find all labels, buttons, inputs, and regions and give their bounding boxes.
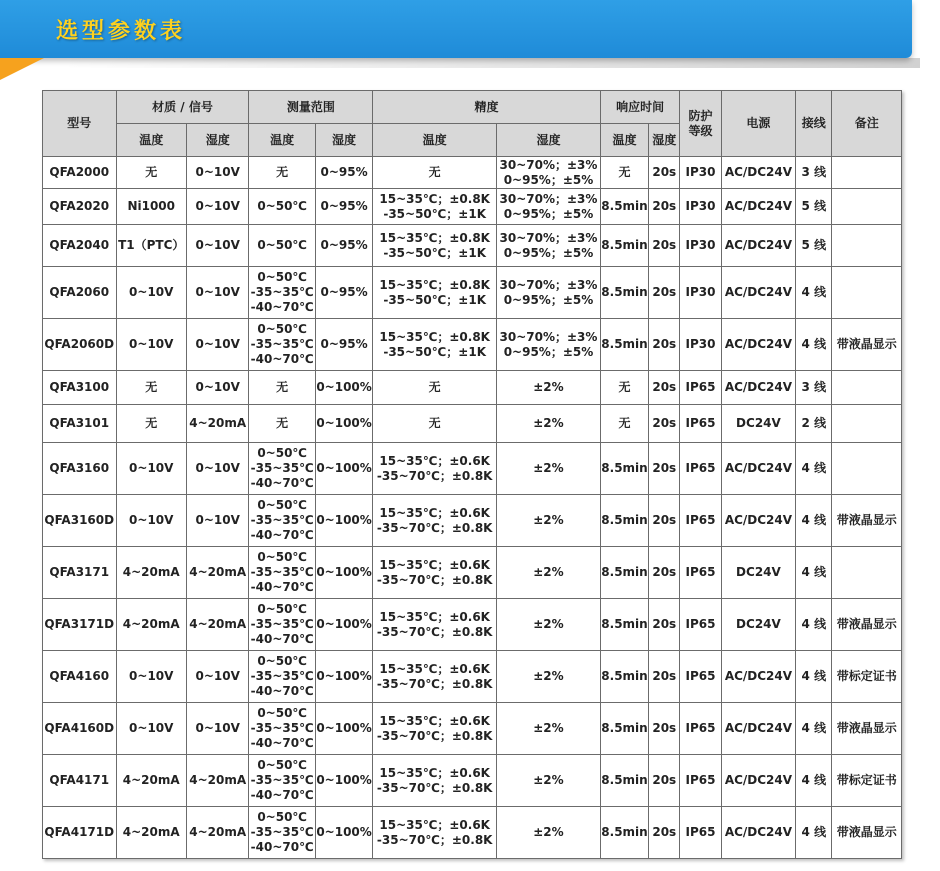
- cell-response-temp: 8.5min: [600, 443, 648, 495]
- cell-remark: [832, 267, 902, 319]
- cell-response-temp: 8.5min: [600, 807, 648, 859]
- cell-range-temp: 0~50℃ -35~35℃ -40~70℃: [249, 807, 315, 859]
- header-power: 电源: [721, 91, 796, 157]
- cell-signal-humid: 4~20mA: [186, 599, 248, 651]
- cell-response-humid: 20s: [649, 157, 680, 189]
- cell-wiring: 5 线: [796, 189, 832, 225]
- subheader-temp: 温度: [116, 124, 186, 157]
- cell-power: AC/DC24V: [721, 267, 796, 319]
- cell-response-temp: 8.5min: [600, 703, 648, 755]
- cell-response-temp: 8.5min: [600, 495, 648, 547]
- cell-protection: IP65: [680, 405, 721, 443]
- cell-material-temp: T1（PTC）: [116, 225, 186, 267]
- cell-material-temp: 0~10V: [116, 267, 186, 319]
- cell-signal-humid: 0~10V: [186, 443, 248, 495]
- cell-material-temp: 4~20mA: [116, 547, 186, 599]
- table-row: [43, 651, 902, 703]
- cell-power: AC/DC24V: [721, 495, 796, 547]
- cell-wiring: 4 线: [796, 319, 832, 371]
- cell-protection: IP65: [680, 495, 721, 547]
- cell-response-humid: 20s: [649, 651, 680, 703]
- cell-accuracy-temp: 15~35℃；±0.6K -35~70℃；±0.8K: [373, 495, 497, 547]
- cell-power: DC24V: [721, 547, 796, 599]
- cell-range-humid: 0~100%: [315, 443, 372, 495]
- table-row: [43, 547, 902, 599]
- cell-wiring: 3 线: [796, 371, 832, 405]
- subheader-humid: 湿度: [649, 124, 680, 157]
- cell-accuracy-temp: 15~35℃；±0.6K -35~70℃；±0.8K: [373, 651, 497, 703]
- cell-range-temp: 0~50℃ -35~35℃ -40~70℃: [249, 599, 315, 651]
- table-header: [43, 91, 902, 157]
- cell-range-humid: 0~100%: [315, 495, 372, 547]
- cell-protection: IP65: [680, 371, 721, 405]
- cell-range-temp: 0~50℃ -35~35℃ -40~70℃: [249, 443, 315, 495]
- table-row: [43, 157, 902, 189]
- cell-accuracy-temp: 15~35℃；±0.8K -35~50℃；±1K: [373, 225, 497, 267]
- header-response: 响应时间: [600, 91, 680, 124]
- cell-material-temp: 0~10V: [116, 443, 186, 495]
- cell-accuracy-humid: 30~70%；±3% 0~95%；±5%: [497, 189, 601, 225]
- table-row: [43, 495, 902, 547]
- cell-model: QFA4160D: [43, 703, 117, 755]
- cell-signal-humid: 0~10V: [186, 651, 248, 703]
- cell-remark: 带液晶显示: [832, 807, 902, 859]
- cell-material-temp: 0~10V: [116, 495, 186, 547]
- cell-signal-humid: 0~10V: [186, 267, 248, 319]
- header-range: 测量范围: [249, 91, 373, 124]
- cell-response-temp: 8.5min: [600, 755, 648, 807]
- cell-remark: 带液晶显示: [832, 599, 902, 651]
- cell-model: QFA3101: [43, 405, 117, 443]
- table-row: [43, 703, 902, 755]
- cell-range-humid: 0~95%: [315, 267, 372, 319]
- cell-remark: 带液晶显示: [832, 319, 902, 371]
- cell-protection: IP30: [680, 319, 721, 371]
- cell-range-temp: 无: [249, 157, 315, 189]
- table-row: [43, 319, 902, 371]
- cell-range-humid: 0~95%: [315, 225, 372, 267]
- cell-accuracy-humid: 30~70%；±3% 0~95%；±5%: [497, 157, 601, 189]
- cell-response-temp: 8.5min: [600, 189, 648, 225]
- cell-response-humid: 20s: [649, 319, 680, 371]
- cell-response-humid: 20s: [649, 495, 680, 547]
- subheader-humid: 湿度: [315, 124, 372, 157]
- cell-range-temp: 0~50℃ -35~35℃ -40~70℃: [249, 755, 315, 807]
- table-row: [43, 405, 902, 443]
- cell-accuracy-humid: 30~70%；±3% 0~95%；±5%: [497, 267, 601, 319]
- cell-power: AC/DC24V: [721, 703, 796, 755]
- cell-range-temp: 0~50℃ -35~35℃ -40~70℃: [249, 547, 315, 599]
- cell-power: AC/DC24V: [721, 443, 796, 495]
- cell-power: AC/DC24V: [721, 157, 796, 189]
- cell-material-temp: 无: [116, 157, 186, 189]
- cell-model: QFA2000: [43, 157, 117, 189]
- cell-range-temp: 0~50℃ -35~35℃ -40~70℃: [249, 319, 315, 371]
- cell-protection: IP65: [680, 443, 721, 495]
- cell-response-humid: 20s: [649, 189, 680, 225]
- cell-model: QFA3160D: [43, 495, 117, 547]
- cell-protection: IP30: [680, 189, 721, 225]
- cell-material-temp: 无: [116, 405, 186, 443]
- table-row: [43, 755, 902, 807]
- cell-model: QFA3160: [43, 443, 117, 495]
- cell-protection: IP30: [680, 267, 721, 319]
- cell-power: AC/DC24V: [721, 319, 796, 371]
- cell-accuracy-humid: ±2%: [497, 443, 601, 495]
- cell-signal-humid: 0~10V: [186, 319, 248, 371]
- cell-wiring: 4 线: [796, 443, 832, 495]
- cell-protection: IP65: [680, 755, 721, 807]
- cell-power: AC/DC24V: [721, 189, 796, 225]
- cell-response-temp: 8.5min: [600, 267, 648, 319]
- cell-remark: [832, 157, 902, 189]
- cell-wiring: 2 线: [796, 405, 832, 443]
- cell-wiring: 4 线: [796, 703, 832, 755]
- cell-range-humid: 0~100%: [315, 405, 372, 443]
- cell-model: QFA2060: [43, 267, 117, 319]
- cell-remark: 带标定证书: [832, 755, 902, 807]
- cell-response-temp: 8.5min: [600, 319, 648, 371]
- cell-response-humid: 20s: [649, 807, 680, 859]
- cell-range-temp: 0~50℃ -35~35℃ -40~70℃: [249, 495, 315, 547]
- cell-response-temp: 8.5min: [600, 599, 648, 651]
- cell-remark: [832, 371, 902, 405]
- cell-wiring: 4 线: [796, 267, 832, 319]
- cell-accuracy-humid: ±2%: [497, 371, 601, 405]
- cell-accuracy-humid: ±2%: [497, 547, 601, 599]
- cell-remark: 带液晶显示: [832, 495, 902, 547]
- cell-model: QFA4171D: [43, 807, 117, 859]
- cell-accuracy-humid: ±2%: [497, 755, 601, 807]
- table-row: [43, 599, 902, 651]
- cell-range-temp: 0~50℃: [249, 189, 315, 225]
- cell-protection: IP30: [680, 157, 721, 189]
- cell-power: AC/DC24V: [721, 755, 796, 807]
- cell-response-humid: 20s: [649, 405, 680, 443]
- cell-range-humid: 0~100%: [315, 599, 372, 651]
- table-body: [43, 157, 902, 859]
- cell-wiring: 5 线: [796, 225, 832, 267]
- cell-material-temp: 4~20mA: [116, 599, 186, 651]
- cell-accuracy-temp: 15~35℃；±0.6K -35~70℃；±0.8K: [373, 703, 497, 755]
- table-row: [43, 807, 902, 859]
- cell-accuracy-temp: 15~35℃；±0.8K -35~50℃；±1K: [373, 189, 497, 225]
- cell-range-humid: 0~100%: [315, 547, 372, 599]
- subheader-temp: 温度: [600, 124, 648, 157]
- cell-accuracy-humid: ±2%: [497, 405, 601, 443]
- cell-range-temp: 0~50℃ -35~35℃ -40~70℃: [249, 703, 315, 755]
- cell-range-temp: 0~50℃ -35~35℃ -40~70℃: [249, 267, 315, 319]
- header-accuracy: 精度: [373, 91, 601, 124]
- cell-material-temp: Ni1000: [116, 189, 186, 225]
- cell-accuracy-humid: ±2%: [497, 651, 601, 703]
- cell-signal-humid: 0~10V: [186, 225, 248, 267]
- cell-remark: 带液晶显示: [832, 703, 902, 755]
- cell-remark: [832, 547, 902, 599]
- subheader-temp: 温度: [249, 124, 315, 157]
- banner-title: 选型参数表: [56, 19, 187, 44]
- subheader-humid: 湿度: [497, 124, 601, 157]
- cell-wiring: 4 线: [796, 599, 832, 651]
- cell-response-humid: 20s: [649, 547, 680, 599]
- subheader-temp: 温度: [373, 124, 497, 157]
- cell-model: QFA3171D: [43, 599, 117, 651]
- cell-accuracy-temp: 15~35℃；±0.8K -35~50℃；±1K: [373, 319, 497, 371]
- cell-model: QFA3100: [43, 371, 117, 405]
- cell-power: DC24V: [721, 599, 796, 651]
- cell-accuracy-temp: 15~35℃；±0.6K -35~70℃；±0.8K: [373, 599, 497, 651]
- cell-power: DC24V: [721, 405, 796, 443]
- cell-power: AC/DC24V: [721, 807, 796, 859]
- cell-range-humid: 0~95%: [315, 157, 372, 189]
- cell-accuracy-temp: 15~35℃；±0.8K -35~50℃；±1K: [373, 267, 497, 319]
- cell-range-humid: 0~100%: [315, 651, 372, 703]
- cell-material-temp: 0~10V: [116, 319, 186, 371]
- cell-power: AC/DC24V: [721, 371, 796, 405]
- cell-wiring: 3 线: [796, 157, 832, 189]
- cell-remark: [832, 443, 902, 495]
- cell-accuracy-temp: 无: [373, 157, 497, 189]
- cell-accuracy-humid: ±2%: [497, 807, 601, 859]
- cell-protection: IP65: [680, 599, 721, 651]
- cell-signal-humid: 0~10V: [186, 495, 248, 547]
- cell-accuracy-humid: 30~70%；±3% 0~95%；±5%: [497, 319, 601, 371]
- cell-protection: IP65: [680, 807, 721, 859]
- cell-power: AC/DC24V: [721, 651, 796, 703]
- cell-signal-humid: 4~20mA: [186, 755, 248, 807]
- cell-model: QFA2040: [43, 225, 117, 267]
- banner-tab-decoration: [0, 58, 44, 80]
- cell-response-temp: 8.5min: [600, 547, 648, 599]
- cell-response-temp: 无: [600, 405, 648, 443]
- cell-remark: 带标定证书: [832, 651, 902, 703]
- cell-response-temp: 无: [600, 371, 648, 405]
- header-wiring: 接线: [796, 91, 832, 157]
- title-banner: [0, 0, 912, 58]
- cell-accuracy-temp: 无: [373, 371, 497, 405]
- cell-power: AC/DC24V: [721, 225, 796, 267]
- cell-signal-humid: 0~10V: [186, 189, 248, 225]
- cell-protection: IP65: [680, 703, 721, 755]
- cell-accuracy-humid: ±2%: [497, 495, 601, 547]
- cell-response-humid: 20s: [649, 371, 680, 405]
- cell-accuracy-humid: ±2%: [497, 703, 601, 755]
- cell-response-humid: 20s: [649, 267, 680, 319]
- cell-protection: IP65: [680, 547, 721, 599]
- cell-wiring: 4 线: [796, 755, 832, 807]
- cell-protection: IP30: [680, 225, 721, 267]
- cell-signal-humid: 4~20mA: [186, 547, 248, 599]
- spec-table: [42, 90, 902, 859]
- cell-response-humid: 20s: [649, 225, 680, 267]
- cell-remark: [832, 225, 902, 267]
- cell-response-temp: 8.5min: [600, 651, 648, 703]
- cell-response-temp: 8.5min: [600, 225, 648, 267]
- cell-range-temp: 无: [249, 371, 315, 405]
- cell-model: QFA2020: [43, 189, 117, 225]
- cell-wiring: 4 线: [796, 807, 832, 859]
- cell-accuracy-temp: 15~35℃；±0.6K -35~70℃；±0.8K: [373, 547, 497, 599]
- header-material-signal: 材质 / 信号: [116, 91, 249, 124]
- cell-signal-humid: 4~20mA: [186, 405, 248, 443]
- cell-signal-humid: 4~20mA: [186, 807, 248, 859]
- cell-wiring: 4 线: [796, 547, 832, 599]
- cell-range-temp: 无: [249, 405, 315, 443]
- cell-response-humid: 20s: [649, 599, 680, 651]
- cell-protection: IP65: [680, 651, 721, 703]
- cell-range-humid: 0~100%: [315, 371, 372, 405]
- cell-accuracy-temp: 无: [373, 405, 497, 443]
- cell-material-temp: 4~20mA: [116, 807, 186, 859]
- cell-material-temp: 0~10V: [116, 703, 186, 755]
- table-row: [43, 443, 902, 495]
- cell-response-humid: 20s: [649, 703, 680, 755]
- cell-model: QFA4171: [43, 755, 117, 807]
- cell-signal-humid: 0~10V: [186, 157, 248, 189]
- table-row: [43, 225, 902, 267]
- cell-response-temp: 无: [600, 157, 648, 189]
- header-protection: 防护 等级: [680, 91, 721, 157]
- cell-range-humid: 0~100%: [315, 703, 372, 755]
- cell-material-temp: 无: [116, 371, 186, 405]
- cell-material-temp: 0~10V: [116, 651, 186, 703]
- cell-accuracy-temp: 15~35℃；±0.6K -35~70℃；±0.8K: [373, 443, 497, 495]
- cell-range-temp: 0~50℃: [249, 225, 315, 267]
- cell-wiring: 4 线: [796, 651, 832, 703]
- cell-range-temp: 0~50℃ -35~35℃ -40~70℃: [249, 651, 315, 703]
- header-remark: 备注: [832, 91, 902, 157]
- table-row: [43, 189, 902, 225]
- cell-response-humid: 20s: [649, 755, 680, 807]
- table-row: [43, 371, 902, 405]
- cell-accuracy-humid: 30~70%；±3% 0~95%；±5%: [497, 225, 601, 267]
- cell-accuracy-humid: ±2%: [497, 599, 601, 651]
- cell-response-humid: 20s: [649, 443, 680, 495]
- cell-material-temp: 4~20mA: [116, 755, 186, 807]
- cell-signal-humid: 0~10V: [186, 703, 248, 755]
- cell-range-humid: 0~95%: [315, 189, 372, 225]
- cell-range-humid: 0~100%: [315, 807, 372, 859]
- cell-wiring: 4 线: [796, 495, 832, 547]
- cell-range-humid: 0~95%: [315, 319, 372, 371]
- cell-accuracy-temp: 15~35℃；±0.6K -35~70℃；±0.8K: [373, 755, 497, 807]
- cell-range-humid: 0~100%: [315, 755, 372, 807]
- cell-model: QFA2060D: [43, 319, 117, 371]
- cell-remark: [832, 189, 902, 225]
- cell-model: QFA3171: [43, 547, 117, 599]
- header-model: 型号: [43, 91, 117, 157]
- cell-model: QFA4160: [43, 651, 117, 703]
- cell-accuracy-temp: 15~35℃；±0.6K -35~70℃；±0.8K: [373, 807, 497, 859]
- subheader-humid: 湿度: [186, 124, 248, 157]
- banner-shadow: [60, 58, 920, 68]
- cell-remark: [832, 405, 902, 443]
- cell-signal-humid: 0~10V: [186, 371, 248, 405]
- table-row: [43, 267, 902, 319]
